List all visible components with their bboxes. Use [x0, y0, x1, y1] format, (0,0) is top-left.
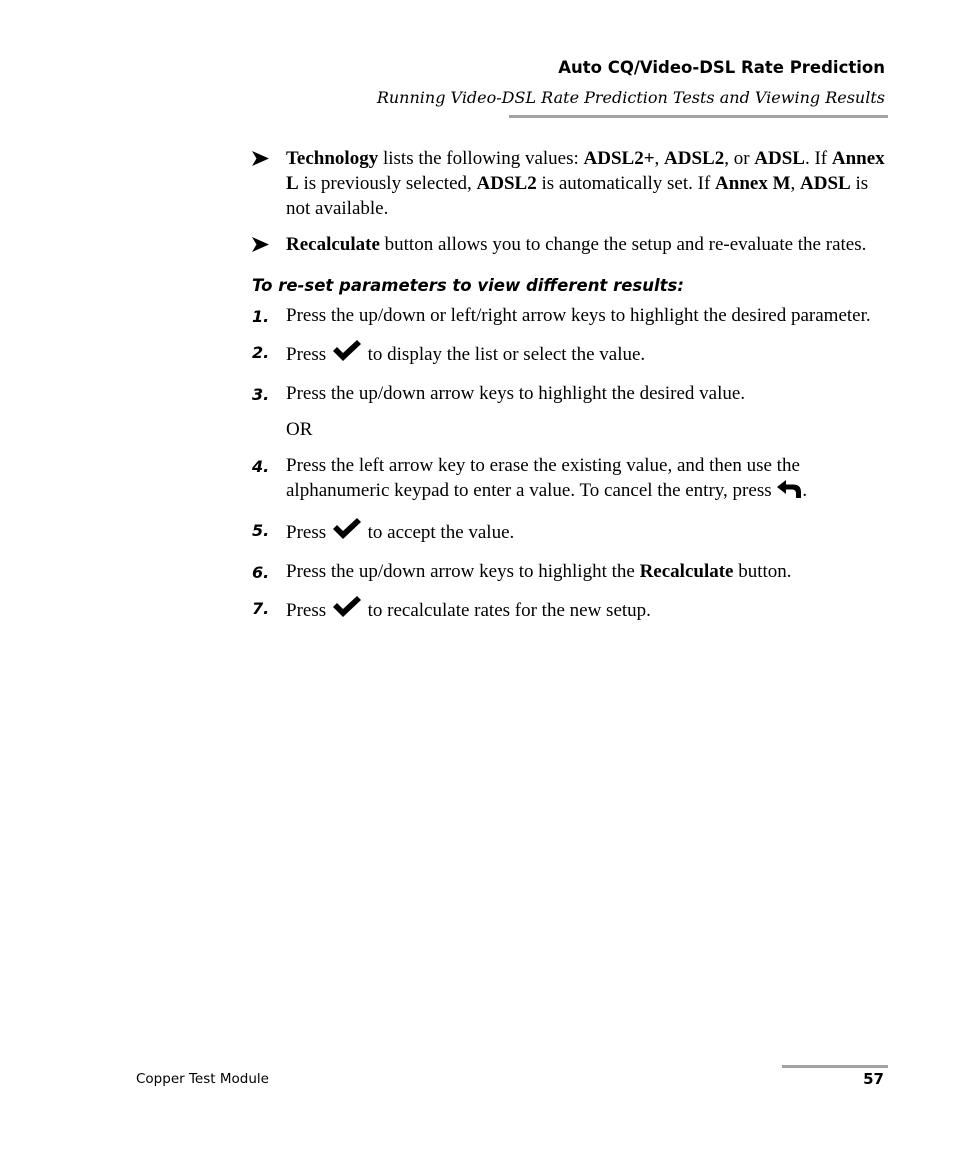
- text-run: Press: [286, 600, 331, 621]
- arrow-bullet-icon: [252, 237, 269, 252]
- header-rule: [509, 115, 888, 118]
- step-text: [286, 600, 651, 621]
- bold-term: ADSL: [754, 148, 805, 169]
- text-run: button allows you to change the setup and re-evaluate the rates.: [379, 234, 867, 255]
- arrow-bullet-icon: [252, 151, 269, 166]
- bullet-text: [286, 148, 885, 219]
- bold-term: ADSL2: [476, 173, 537, 194]
- text-run: to recalculate rates for the new setup.: [362, 600, 651, 621]
- text-run: Press the up/down arrow keys to highlight the: [286, 561, 640, 582]
- step-text: [286, 522, 514, 543]
- text-run: to accept the value.: [362, 522, 515, 543]
- step-number: 7.: [252, 599, 270, 618]
- text-run: Press the left arrow key to erase the existing value, and then use the alphanumeric keypad to enter a value. To cancel the entry, press: [286, 455, 800, 501]
- bold-term: Recalculate: [639, 561, 734, 582]
- step-item: [252, 595, 888, 626]
- footer-rule: [782, 1065, 888, 1068]
- text-run: is previously selected,: [298, 173, 477, 194]
- bold-term: ADSL2+: [583, 148, 655, 169]
- bullet-text: [286, 234, 866, 255]
- step-item: [252, 303, 888, 328]
- step-number: 3.: [252, 385, 270, 404]
- step-item: [252, 453, 888, 506]
- step-number: 2.: [252, 343, 270, 362]
- step-text: [286, 344, 645, 365]
- step-item: [252, 339, 888, 370]
- step-text: [286, 305, 871, 326]
- text-run: is not available.: [286, 173, 869, 219]
- page-number: 57: [863, 1070, 884, 1088]
- text-run: Press the up/down arrow keys to highlight the desired value.: [286, 383, 746, 404]
- text-run: Press: [286, 344, 331, 365]
- bold-term: Annex L: [286, 148, 885, 194]
- back-arrow-icon: [776, 479, 802, 506]
- check-icon: [331, 339, 363, 370]
- text-run: button.: [733, 561, 792, 582]
- step-number: 1.: [252, 307, 270, 326]
- step-text: [286, 455, 807, 501]
- bullet-item: [252, 232, 888, 257]
- bullet-item: [252, 146, 888, 221]
- text-run: , or: [724, 148, 755, 169]
- main-content: [252, 146, 888, 637]
- bold-term: ADSL2: [664, 148, 725, 169]
- text-run: to display the list or select the value.: [362, 344, 646, 365]
- procedure-title: To re-set parameters to view different results:: [252, 276, 684, 295]
- step-number: 5.: [252, 521, 270, 540]
- bold-term: Annex M: [715, 173, 791, 194]
- text-run: .: [802, 480, 808, 501]
- check-icon: [331, 595, 363, 626]
- bold-term: Recalculate: [286, 234, 380, 255]
- footer-manual-title: Copper Test Module: [136, 1071, 269, 1087]
- step-number: 6.: [252, 563, 270, 582]
- text-run: ,: [654, 148, 665, 169]
- step-item: [252, 381, 888, 406]
- or-separator: OR: [286, 419, 313, 440]
- step-item: [252, 559, 888, 584]
- bold-term: ADSL: [800, 173, 851, 194]
- step-text: [286, 561, 792, 582]
- text-run: ,: [790, 173, 801, 194]
- bold-term: Technology: [286, 148, 379, 169]
- step-text: [286, 383, 745, 404]
- text-run: lists the following values:: [378, 148, 584, 169]
- check-icon: [331, 517, 363, 548]
- text-run: is automatically set. If: [536, 173, 716, 194]
- text-run: . If: [804, 148, 832, 169]
- text-run: Press: [286, 522, 331, 543]
- text-run: Press the up/down or left/right arrow keys to highlight the desired parameter.: [286, 305, 871, 326]
- section-subtitle: Running Video-DSL Rate Prediction Tests and Viewing Results: [376, 88, 885, 107]
- chapter-title: Auto CQ/Video-DSL Rate Prediction: [558, 58, 885, 77]
- step-item: [252, 517, 888, 548]
- step-number: 4.: [252, 457, 270, 476]
